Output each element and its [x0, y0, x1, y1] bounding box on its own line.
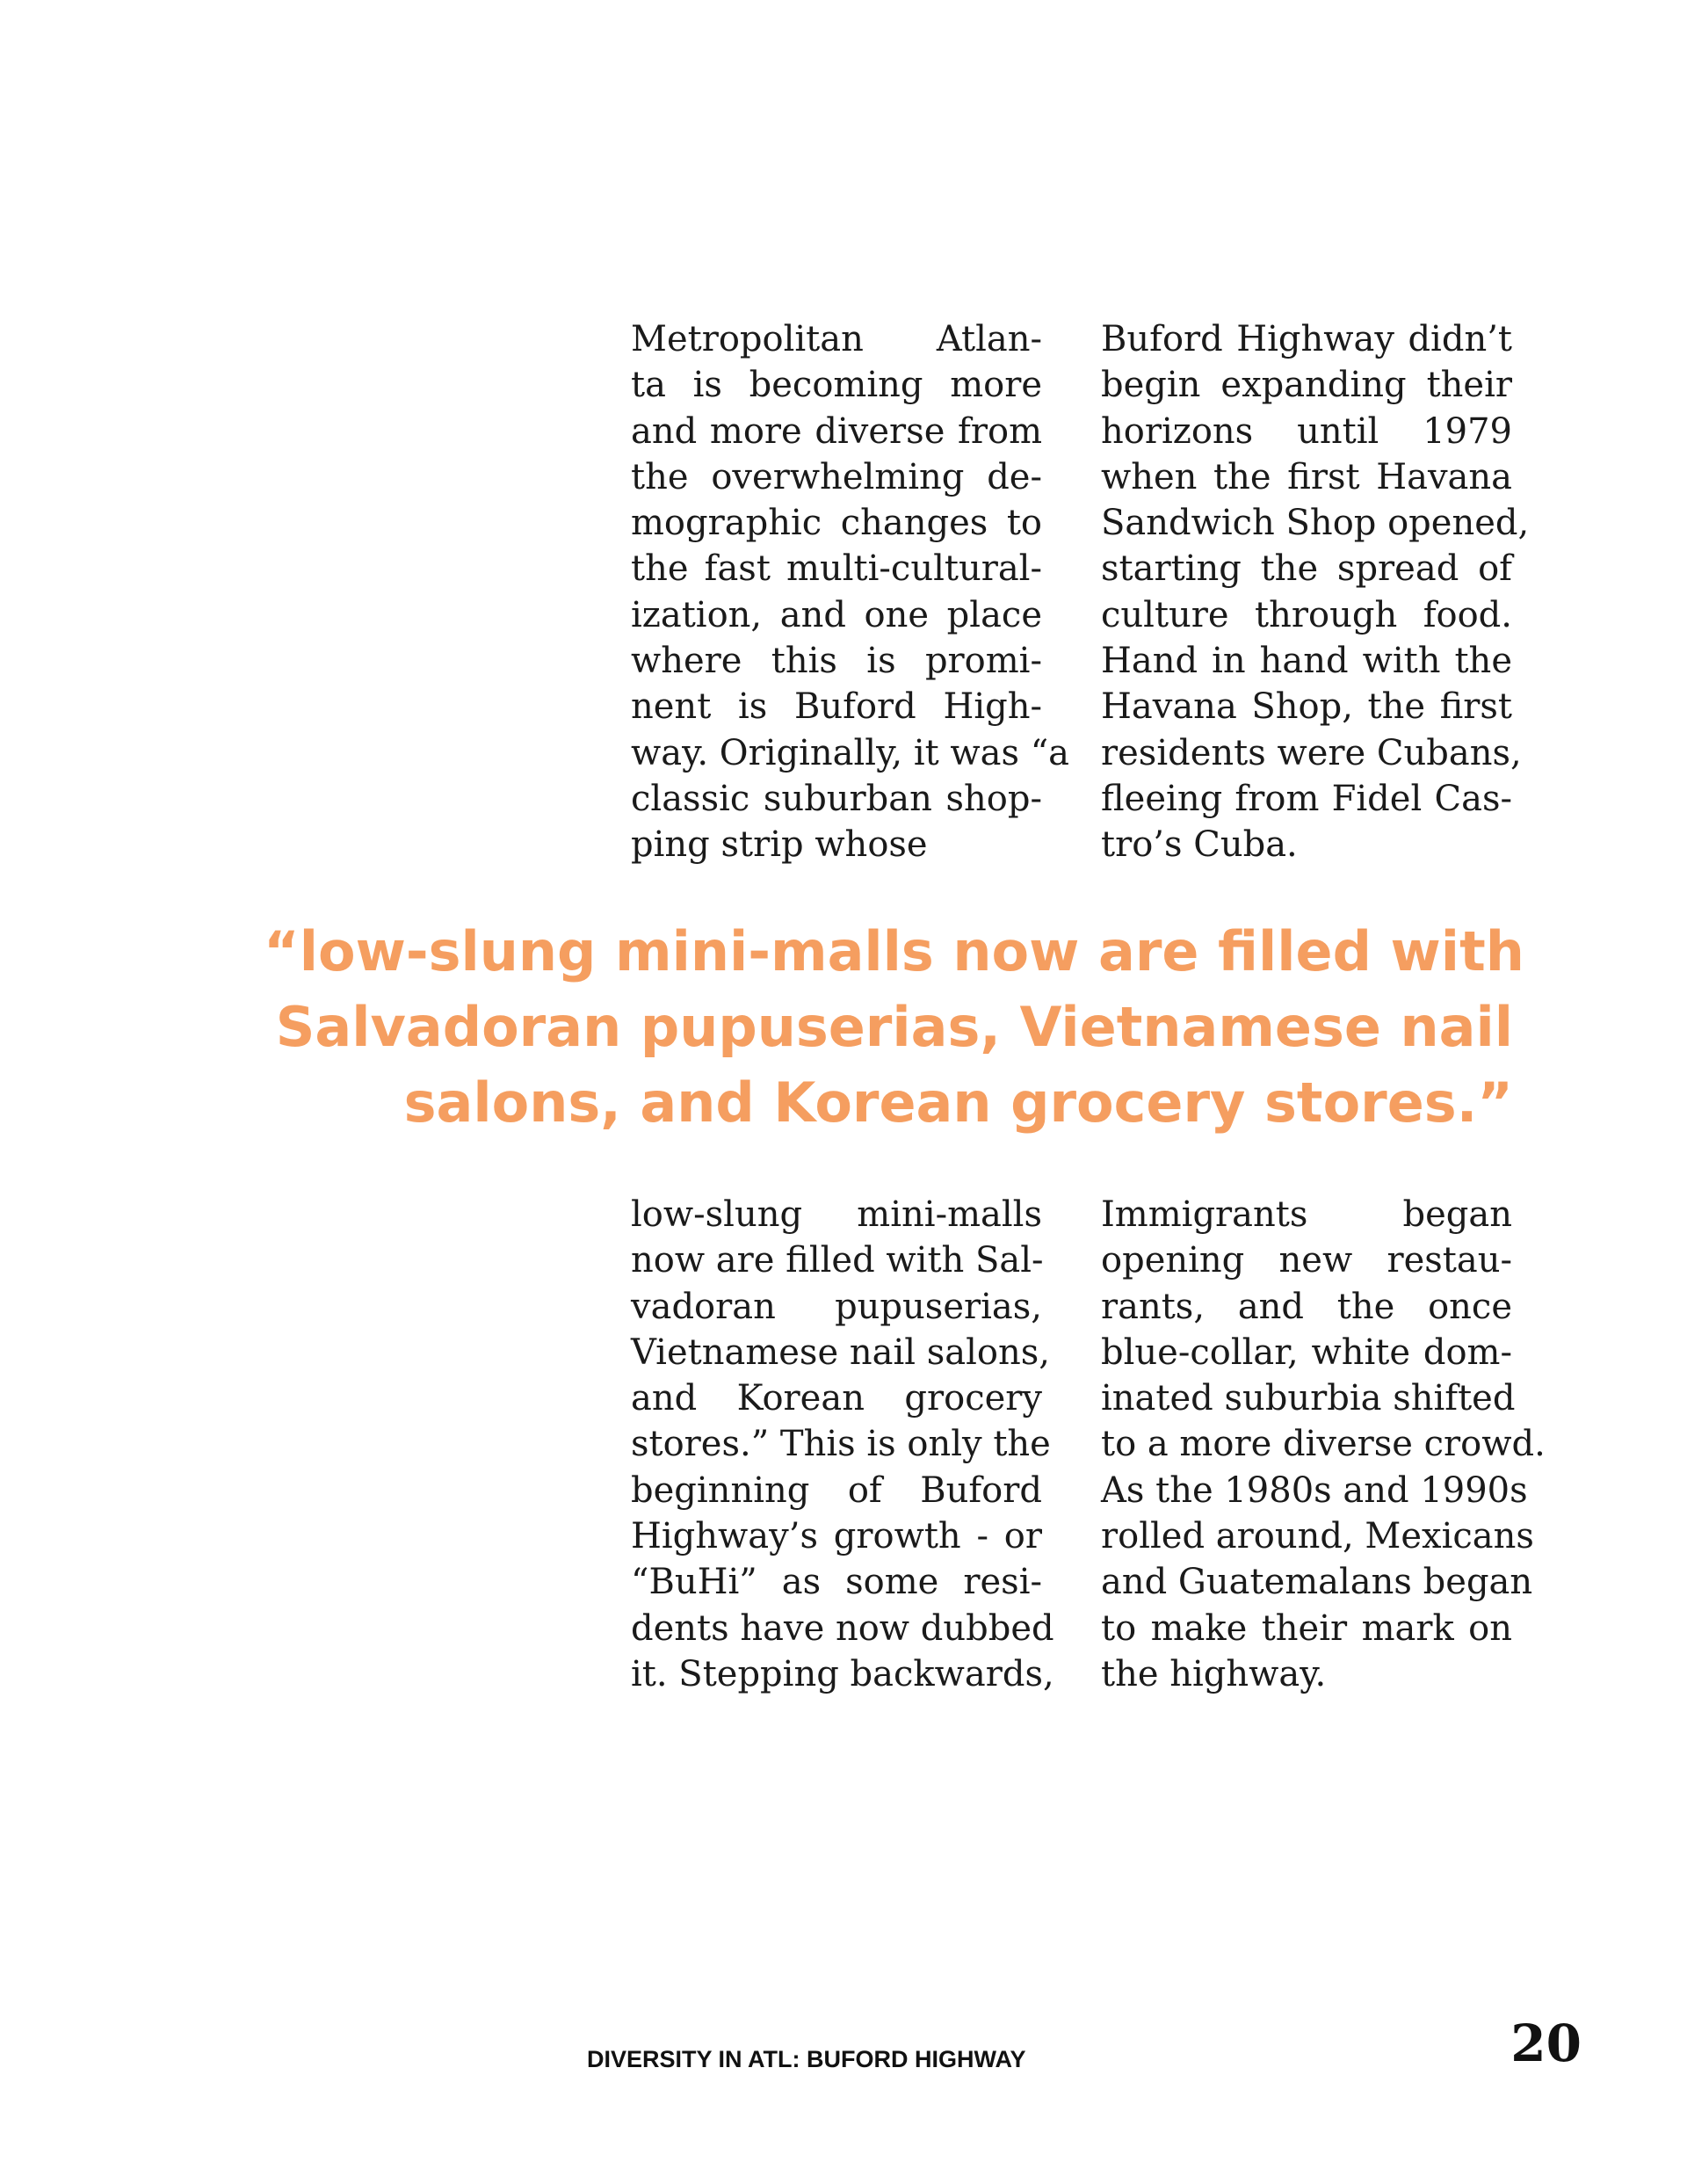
text-line: Buford Highway didn’t: [1101, 319, 1512, 359]
text-line: now are filled with Sal-: [631, 1240, 1044, 1281]
text-line: and Korean grocery: [631, 1378, 1042, 1419]
pull-quote-line: salons, and Korean grocery stores.”: [403, 1070, 1513, 1135]
text-line: ping strip whose: [631, 824, 928, 866]
text-line: and Guatemalans began: [1101, 1562, 1533, 1603]
text-line: Metropolitan Atlan-: [631, 319, 1042, 359]
text-line: it. Stepping backwards,: [631, 1653, 1054, 1694]
text-line: starting the spread of: [1101, 548, 1512, 590]
pull-quote-line: Salvadoran pupuserias, Vietnamese nail: [275, 995, 1513, 1059]
text-line: horizons until 1979: [1101, 410, 1512, 452]
text-line: As the 1980s and 1990s: [1101, 1469, 1528, 1511]
text-line: fleeing from Fidel Cas-: [1101, 778, 1512, 819]
text-line: to make their mark on: [1101, 1607, 1512, 1649]
page-number: 20: [1510, 2013, 1582, 2073]
text-line: stores.” This is only the: [631, 1424, 1051, 1465]
text-line: vadoran pupuserias,: [631, 1286, 1042, 1327]
text-line: “BuHi” as some resi-: [631, 1562, 1042, 1603]
article-column-4: [1101, 1192, 1546, 1697]
text-line: ta is becoming more: [631, 365, 1042, 406]
text-line: mographic changes to: [631, 503, 1042, 544]
text-line: Hand in hand with the: [1101, 641, 1512, 682]
text-line: rolled around, Mexicans: [1101, 1516, 1534, 1557]
text-line: Sandwich Shop opened,: [1101, 503, 1530, 544]
text-line: when the first Havana: [1101, 456, 1512, 497]
article-column-3: [631, 1192, 1054, 1697]
text-line: Havana Shop, the first: [1101, 686, 1512, 728]
text-line: beginning of Buford: [631, 1469, 1042, 1511]
text-line: blue-collar, white dom-: [1101, 1331, 1512, 1373]
text-line: Highway’s growth - or: [631, 1516, 1042, 1557]
text-line: Immigrants began: [1101, 1194, 1512, 1235]
text-line: rants, and the once: [1101, 1286, 1512, 1327]
text-line: inated suburbia shifted: [1101, 1378, 1516, 1419]
text-line: dents have now dubbed: [631, 1607, 1054, 1649]
text-line: residents were Cubans,: [1101, 732, 1522, 773]
pull-quote-line: “low-slung mini-malls now are filled with: [264, 919, 1524, 983]
text-line: begin expanding their: [1101, 365, 1512, 406]
text-line: tro’s Cuba.: [1101, 824, 1298, 866]
text-line: the overwhelming de-: [631, 456, 1042, 497]
article-column-1: [631, 316, 1070, 868]
text-line: to a more diverse crowd.: [1101, 1424, 1546, 1465]
text-line: low-slung mini-malls: [631, 1194, 1042, 1235]
text-line: opening new restau-: [1101, 1240, 1512, 1281]
text-line: ization, and one place: [631, 594, 1042, 635]
text-line: the highway.: [1101, 1653, 1327, 1694]
text-line: where this is promi-: [631, 641, 1042, 682]
text-line: the fast multi-cultural-: [631, 548, 1042, 590]
text-line: way. Originally, it was “a: [631, 732, 1070, 773]
article-column-2: [1101, 316, 1530, 868]
text-line: classic suburban shop-: [631, 778, 1042, 819]
text-line: and more diverse from: [631, 410, 1042, 452]
footer-section-title: DIVERSITY IN ATL: BUFORD HIGHWAY: [587, 2046, 1026, 2072]
pull-quote: [264, 914, 1524, 1141]
text-line: culture through food.: [1101, 594, 1512, 635]
text-line: nent is Buford High-: [631, 686, 1042, 728]
text-line: Vietnamese nail salons,: [631, 1331, 1051, 1373]
